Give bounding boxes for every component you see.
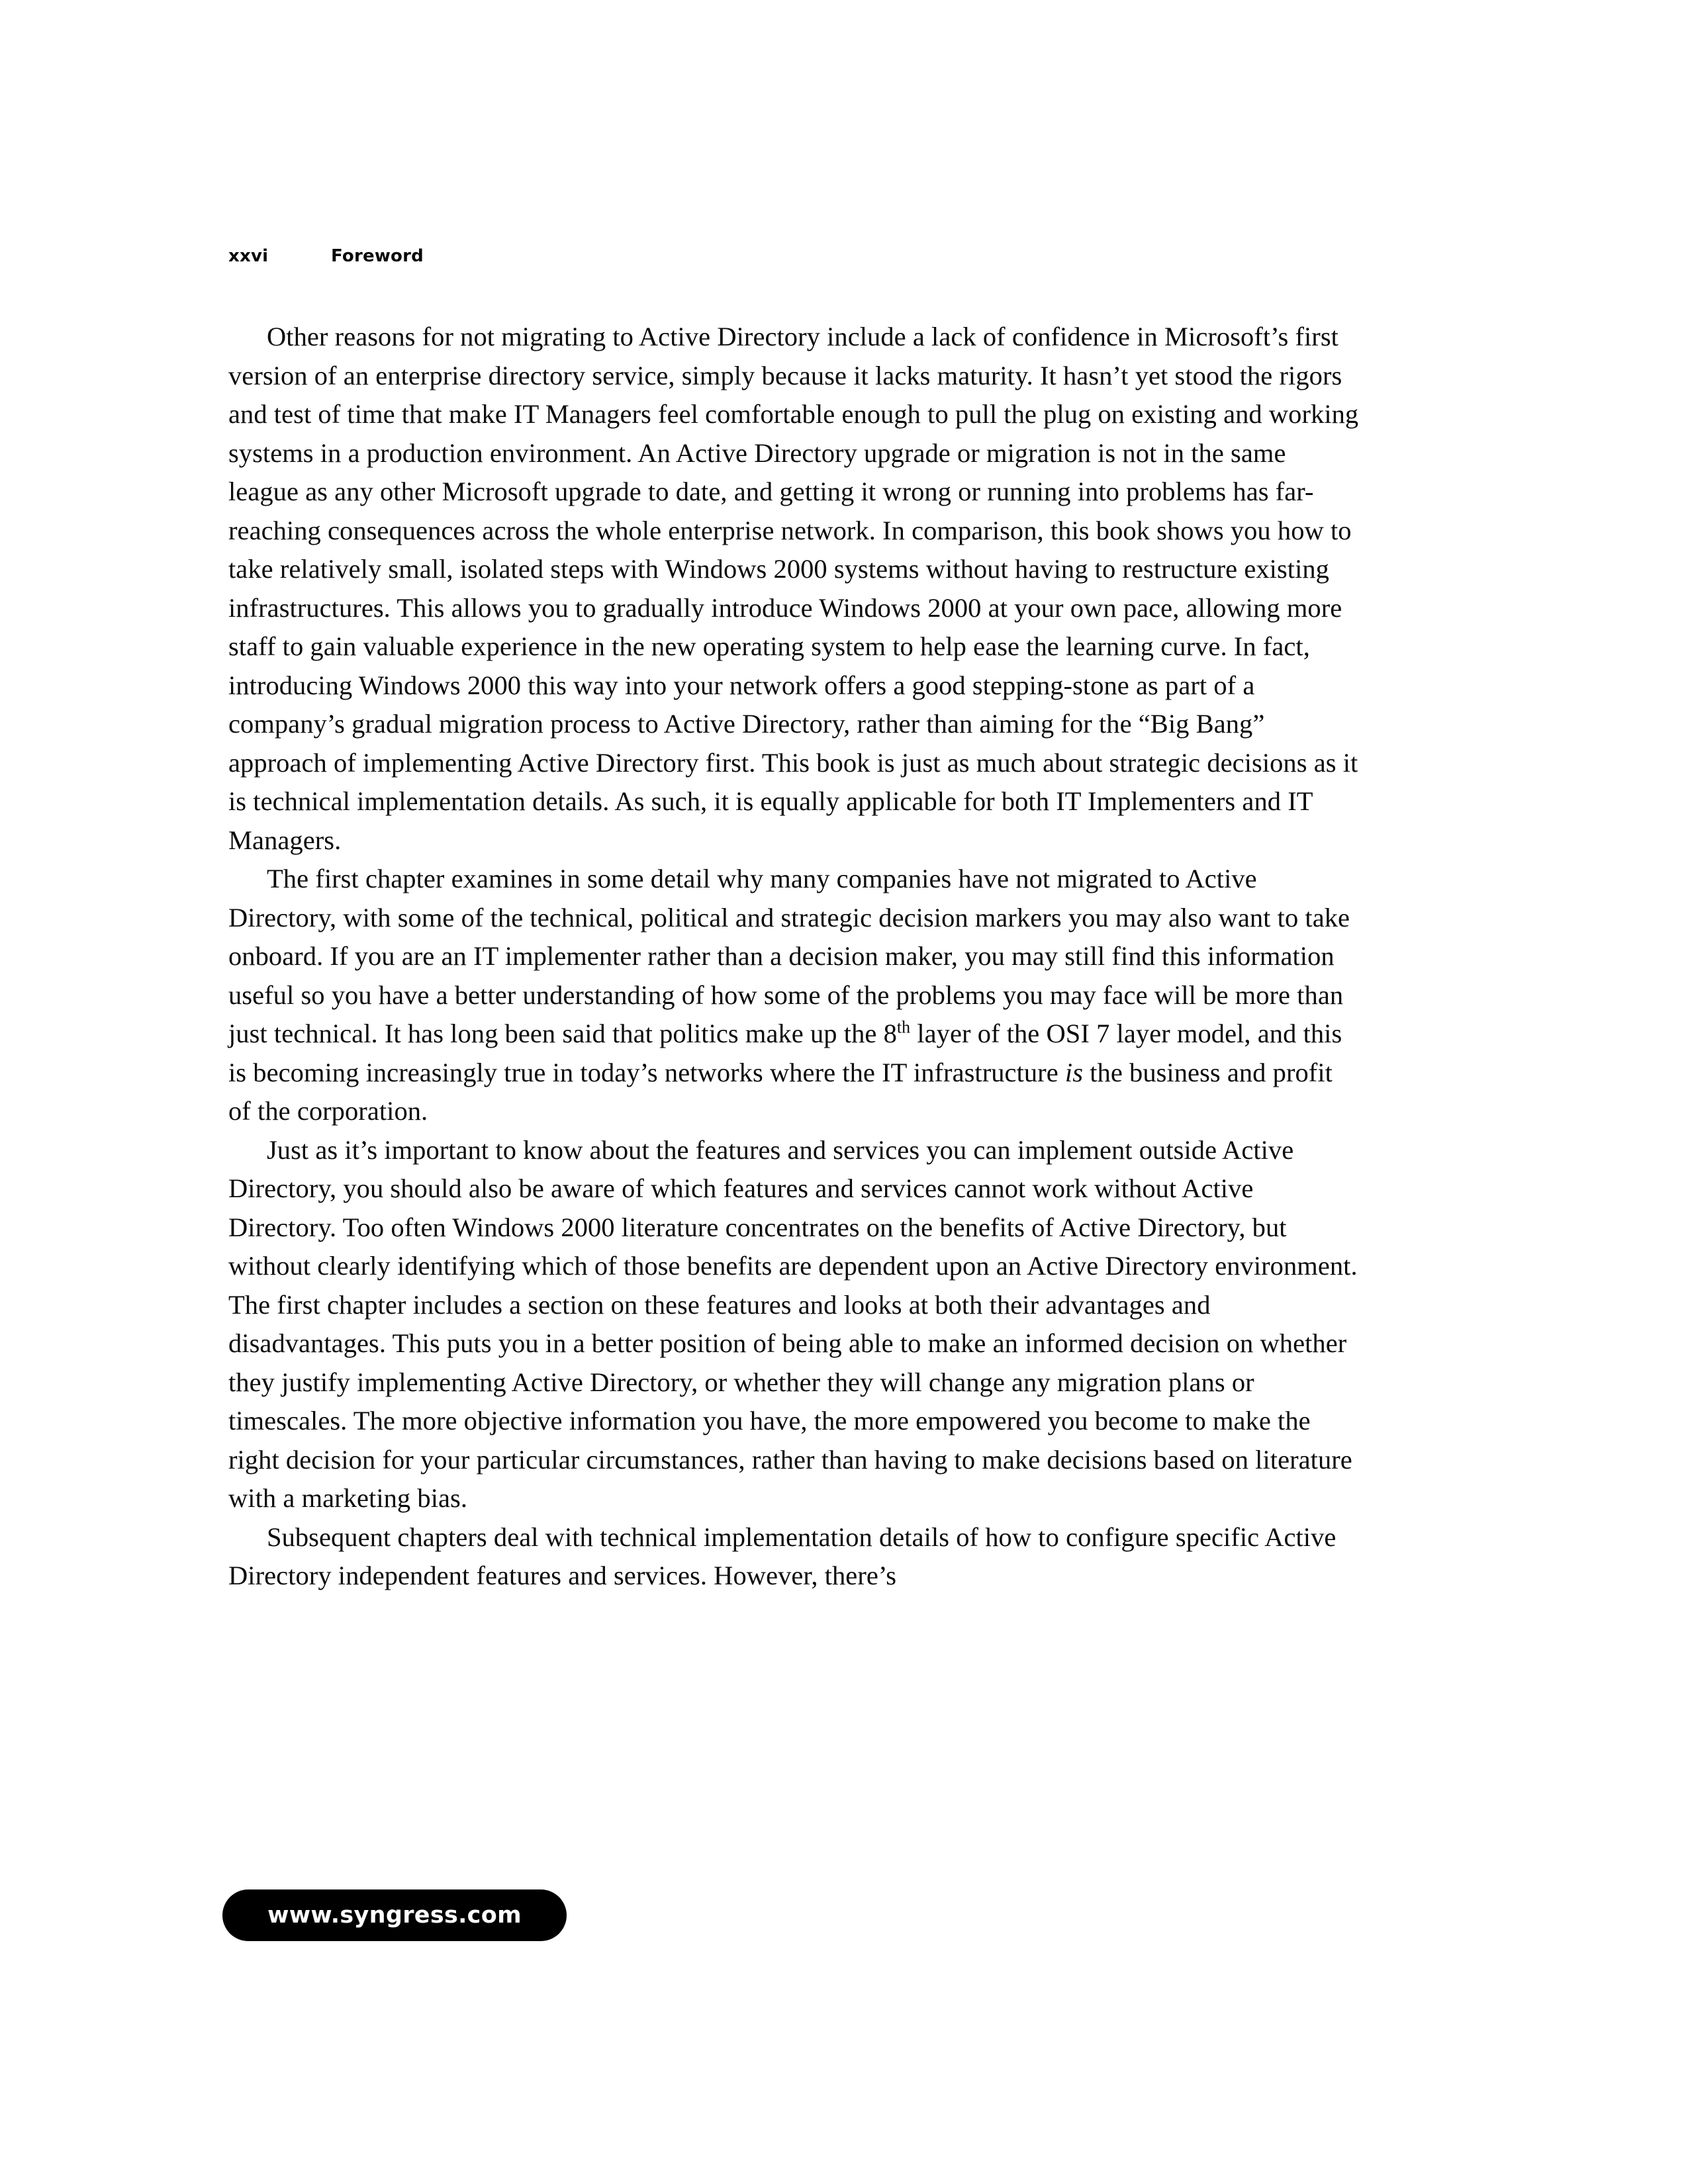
ordinal-suffix: th [896,1017,911,1037]
paragraph-part-c: the business and profit of the corporation. [228,1057,1333,1126]
paragraph [228,860,1360,1131]
footer-url-label: www.syngress.com [267,1902,522,1929]
running-head [228,246,1354,266]
body-text [228,318,1360,1596]
footer-url-badge[interactable] [222,1889,567,1941]
running-head-title: Foreword [331,246,424,266]
paragraph: Subsequent chapters deal with technical implementation details of how to configure specific Active Directory independent features and services. However, there’s [228,1522,1336,1590]
paragraph: Just as it’s important to know about the features and services you can implement outside Active Directory, you should also be aware of which features and services cannot work without Active Directory. Too often Windows 2000 literature concentrates on the benefits of Active Directory, but without clearly identifying which of those benefits are dependent upon an Active Directory environment. The first chapter includes a section on these features and looks at both their advantages and disadvantages. This puts you in a better position of being able to make an informed decision on whether they justify implementing Active Directory, or whether they will change any migration plans or timescales. The more objective information you have, the more empowered you become to make the right decision for your particular circumstances, rather than having to make decisions based on literature with a marketing bias. [228,1134,1358,1513]
paragraph-part-b: layer of the OSI 7 layer model, and this is becoming increasingly true in today’s networks where the IT infrastructure [228,1019,1342,1087]
paragraph-part-a: The first chapter examines in some detail why many companies have not migrated to Active Directory, with some of the technical, political and strategic decision markers you may also want to take onboard. If you are an IT implementer rather than a decision maker, you may still find this information useful so you have a better understanding of how some of the problems you may face will be more than just technical. It has long been said that politics make up the 8 [228,864,1350,1048]
paragraph: Other reasons for not migrating to Active Directory include a lack of confidence in Microsoft’s first version of an enterprise directory service, simply because it lacks maturity. It hasn’t yet stood the rigors and test of time that make IT Managers feel comfortable enough to pull the plug on existing and working systems in a production environment. An Active Directory upgrade or migration is not in the same league as any other Microsoft upgrade to date, and getting it wrong or running into problems has far-reaching consequences across the whole enterprise network. In comparison, this book shows you how to take relatively small, isolated steps with Windows 2000 systems without having to restructure existing infrastructures. This allows you to gradually introduce Windows 2000 at your own pace, allowing more staff to gain valuable experience in the new operating system to help ease the learning curve. In fact, introducing Windows 2000 this way into your network offers a good stepping-stone as part of a company’s gradual migration process to Active Directory, rather than aiming for the “Big Bang” approach of implementing Active Directory first. This book is just as much about strategic decisions as it is technical implementation details. As such, it is equally applicable for both IT Implementers and IT Managers. [228,322,1359,855]
emphasis-word: is [1064,1057,1084,1087]
page-folio: xxvi [228,246,269,266]
